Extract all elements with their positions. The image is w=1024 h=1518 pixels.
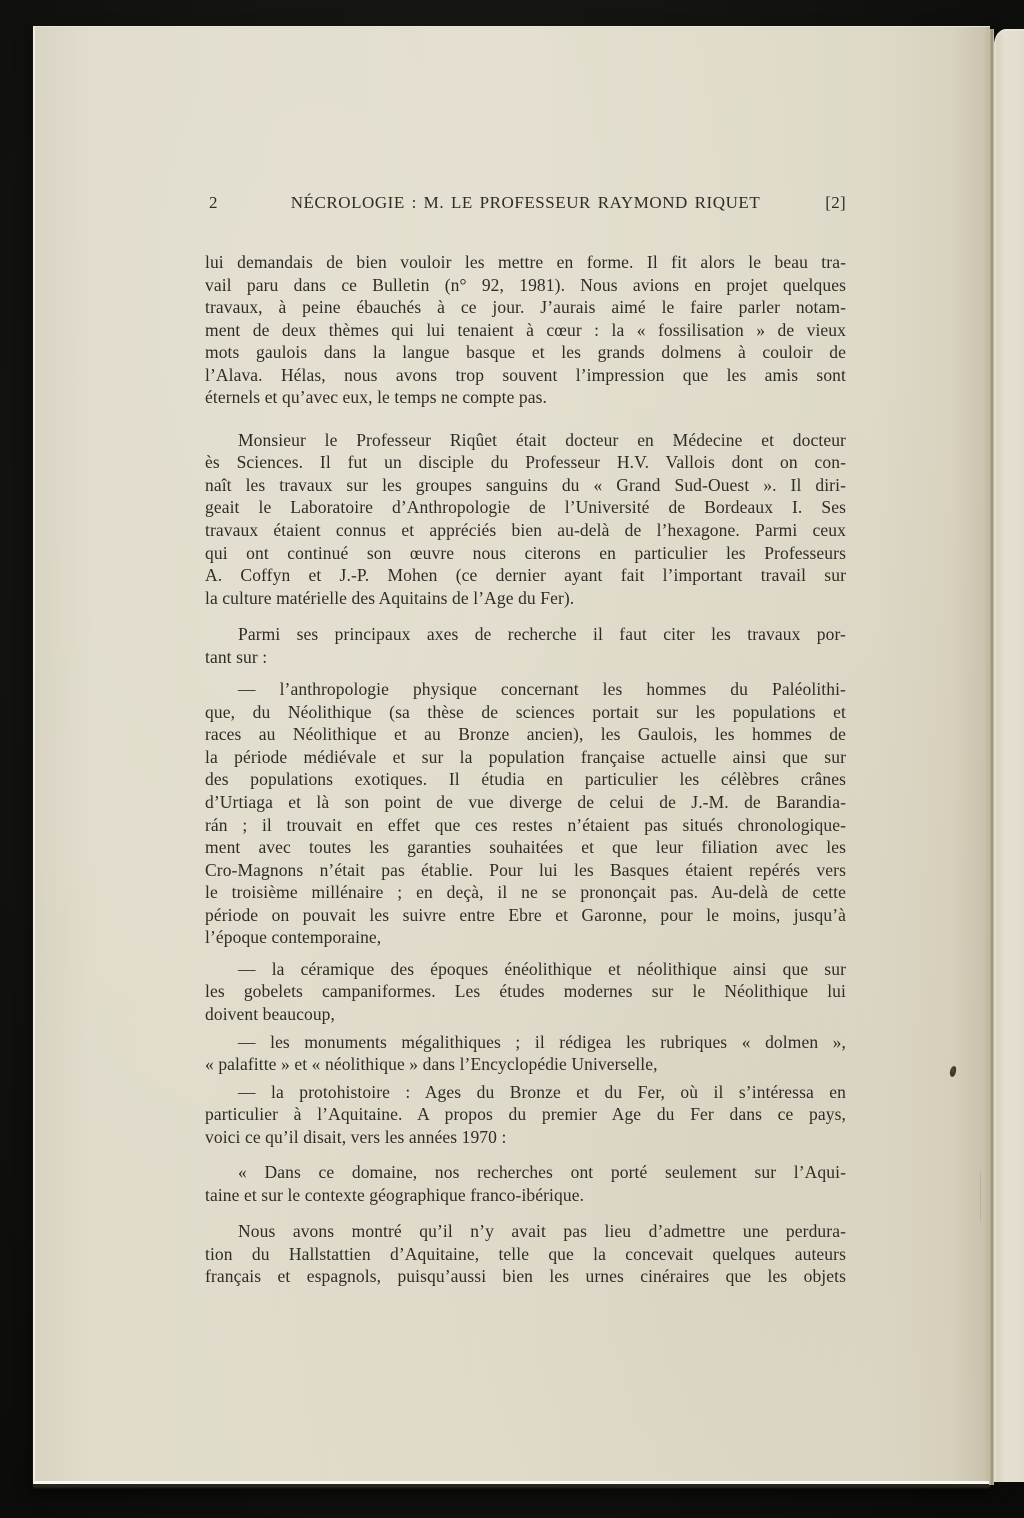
running-title: NÉCROLOGIE : M. LE PROFESSEUR RAYMOND RIQUET bbox=[290, 193, 761, 212]
text-line: ès Sciences. Il fut un disciple du Professeur H.V. Vallois dont on con- bbox=[205, 452, 846, 473]
text-line: qui ont continué son œuvre nous citerons en particulier les Professeurs bbox=[205, 542, 846, 563]
text-line: rán ; il trouvait en effet que ces restes n’étaient pas situés chronologique- bbox=[205, 814, 846, 835]
text-line: — la protohistoire : Ages du Bronze et du Fer, où il s’intéressa en bbox=[238, 1081, 846, 1102]
text-line: particulier à l’Aquitaine. A propos du premier Age du Fer dans ce pays, bbox=[205, 1104, 846, 1125]
text-line: travaux, à peine ébauchés à ce jour. J’aurais aimé le faire parler notam- bbox=[205, 297, 846, 318]
text-line: — l’anthropologie physique concernant les hommes du Paléolithi- bbox=[238, 679, 846, 700]
text-line: tant sur : bbox=[205, 646, 268, 667]
text-line: ment avec toutes les garanties souhaitées et que leur filiation avec les bbox=[205, 837, 846, 858]
column-number: [2] bbox=[825, 193, 846, 212]
text-line: voici ce qu’il disait, vers les années 1970 : bbox=[205, 1126, 507, 1147]
paragraph bbox=[205, 1081, 846, 1149]
text-line: lui demandais de bien vouloir les mettre en forme. Il fit alors le beau tra- bbox=[205, 252, 846, 272]
paragraph bbox=[205, 429, 846, 609]
text-line: A. Coffyn et J.-P. Mohen (ce dernier ayant fait l’important travail sur bbox=[205, 565, 846, 586]
text-line: la période médiévale et sur la population française actuelle ainsi que sur bbox=[205, 746, 846, 767]
text-line: doivent beaucoup, bbox=[205, 1003, 335, 1024]
text-line: la culture matérielle des Aquitains de l’Age du Fer). bbox=[205, 587, 575, 608]
text-line: vail paru dans ce Bulletin (n° 92, 1981). Nous avions en projet quelques bbox=[205, 274, 846, 295]
paragraph bbox=[205, 623, 846, 668]
text-line: ment de deux thèmes qui lui tenaient à cœur : la « fossilisation » de vieux bbox=[205, 319, 846, 340]
text-line: — la céramique des époques énéolithique et néolithique ainsi que sur bbox=[238, 958, 846, 979]
paragraph bbox=[205, 1031, 846, 1076]
paragraph bbox=[205, 958, 846, 1026]
text-line: l’Alava. Hélas, nous avons trop souvent l’impression que les amis sont bbox=[205, 364, 846, 385]
book-page bbox=[33, 26, 990, 1484]
text-line: des populations exotiques. Il étudia en particulier les célèbres crânes bbox=[205, 769, 846, 790]
next-page-edge bbox=[994, 29, 1024, 1482]
text-line: période on pouvait les suivre entre Ebre et Garonne, pour le moins, jusqu’à bbox=[205, 904, 846, 925]
paragraph bbox=[205, 251, 846, 409]
text-line: les gobelets campaniformes. Les études modernes sur le Néolithique lui bbox=[205, 981, 846, 1002]
paragraph bbox=[205, 1161, 846, 1206]
page-crease-mark bbox=[950, 1162, 981, 1198]
text-line: éternels et qu’avec eux, le temps ne compte pas. bbox=[205, 387, 548, 408]
text-line: que, du Néolithique (sa thèse de sciences portait sur les populations et bbox=[205, 701, 846, 722]
text-line: « Dans ce domaine, nos recherches ont porté seulement sur l’Aqui- bbox=[238, 1162, 846, 1183]
text-line: mots gaulois dans la langue basque et les grands dolmens à couloir de bbox=[205, 342, 846, 363]
text-line: naît les travaux sur les groupes sanguins du « Grand Sud-Ouest ». Il diri- bbox=[205, 474, 846, 495]
text-line: Monsieur le Professeur Riqûet était docteur en Médecine et docteur bbox=[238, 429, 846, 450]
text-line: d’Urtiaga et là son point de vue diverge de celui de J.-M. de Barandia- bbox=[205, 792, 846, 813]
text-line: Parmi ses principaux axes de recherche il faut citer les travaux por- bbox=[238, 624, 846, 645]
text-line: Cro-Magnons n’était pas établie. Pour lui les Basques étaient repérés vers bbox=[205, 859, 846, 880]
text-line: travaux étaient connus et appréciés bien au-delà de l’hexagone. Parmi ceux bbox=[205, 520, 846, 541]
text-line: « palafitte » et « néolithique » dans l’Encyclopédie Universelle, bbox=[205, 1054, 658, 1075]
text-line: Nous avons montré qu’il n’y avait pas lieu d’admettre une perdura- bbox=[238, 1221, 846, 1242]
paragraph bbox=[205, 678, 846, 949]
text-line: le troisième millénaire ; en deçà, il ne se prononçait pas. Au-delà de cette bbox=[205, 882, 846, 903]
text-line: taine et sur le contexte géographique franco-ibérique. bbox=[205, 1184, 585, 1205]
page-header bbox=[205, 193, 846, 217]
text-line: geait le Laboratoire d’Anthropologie de l’Université de Bordeaux I. Ses bbox=[205, 497, 846, 518]
text-line: l’époque contemporaine, bbox=[205, 927, 382, 948]
text-line: races au Néolithique et au Bronze ancien), les Gaulois, les hommes de bbox=[205, 724, 846, 745]
page-number: 2 bbox=[209, 193, 218, 212]
text-line: français et espagnols, puisqu’aussi bien les urnes cinéraires que les objets bbox=[205, 1266, 846, 1287]
text-line: — les monuments mégalithiques ; il rédigea les rubriques « dolmen », bbox=[238, 1031, 846, 1052]
text-block bbox=[205, 251, 846, 1288]
paragraph bbox=[205, 1220, 846, 1288]
text-line: tion du Hallstattien d’Aquitaine, telle que la concevait quelques auteurs bbox=[205, 1243, 846, 1264]
